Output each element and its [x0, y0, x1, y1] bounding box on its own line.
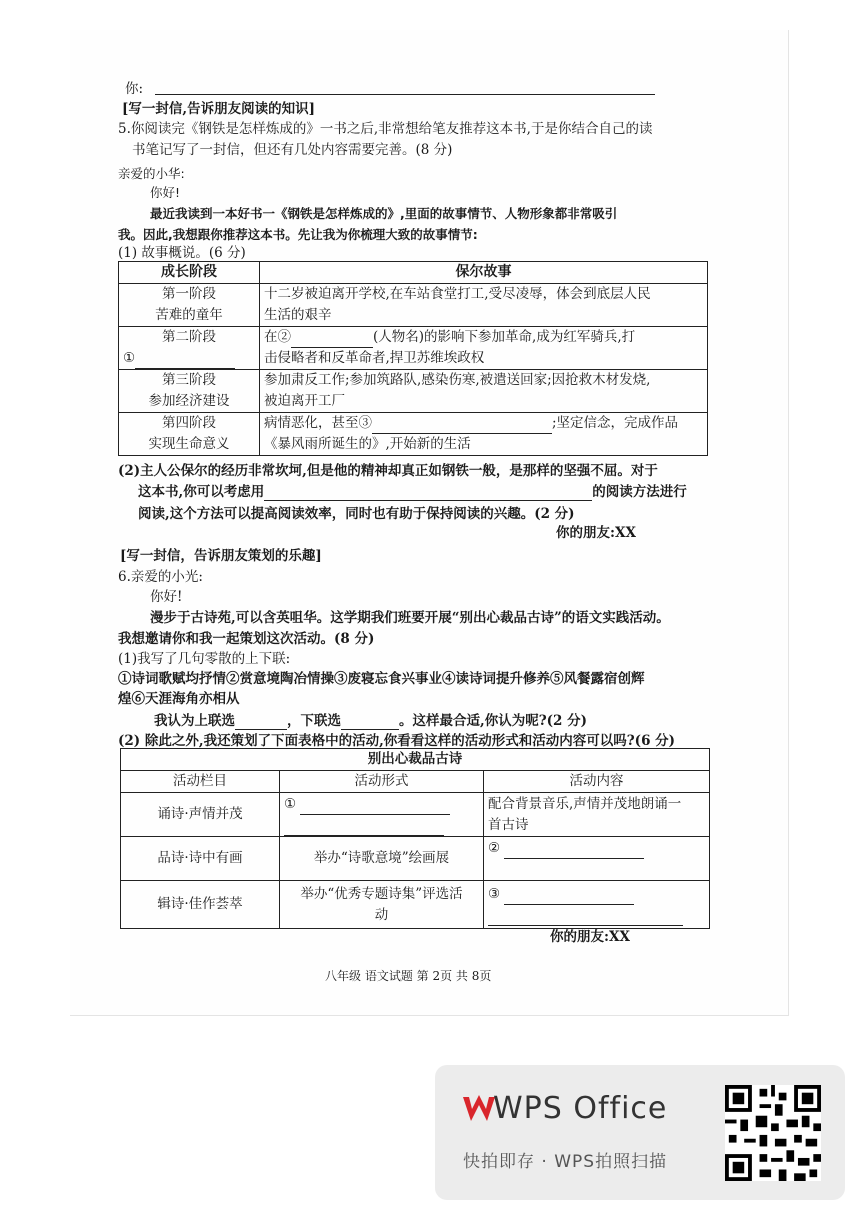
stage-label: 第一阶段 [162, 286, 216, 302]
q6-hello: 你好! [150, 589, 183, 605]
fill-in-blank[interactable] [488, 915, 683, 926]
activity-table-title: 别出心裁品古诗 [121, 749, 710, 771]
stage-label: 第三阶段 [162, 372, 216, 388]
blank-marker: ① [123, 350, 136, 366]
stage-title: 参加经济建设 [148, 393, 230, 409]
fill-in-blank[interactable] [291, 333, 373, 348]
table-row [119, 327, 708, 370]
table1-header-stage: 成长阶段 [119, 262, 260, 284]
story-text: 击侵略者和反革命者,捍卫苏维埃政权 [264, 350, 485, 366]
activity-form: 动 [374, 906, 389, 923]
letter-intro-2: 我。因此,我想跟你推荐这本书。先让我为你梳理大致的故事情节: [118, 227, 478, 242]
activity-table [120, 748, 710, 929]
story-text: 十二岁被迫离开学校,在车站食堂打工,受尽凌辱，体会到底层人民 [264, 286, 651, 302]
activity-form: 举办“优秀专题诗集”评选活 [300, 885, 463, 902]
table-row [121, 837, 710, 881]
stage-title: 实现生命意义 [148, 436, 230, 452]
q5-text-1: 5.你阅读完《钢铁是怎样炼成的》一书之后,非常想给笔友推荐这本书,于是你结合自己的读 [118, 121, 653, 137]
q6-intro-2: 我想邀请你和我一起策划这次活动。(8 分) [118, 631, 375, 647]
story-text: (人物名)的影响下参加革命,成为红军骑兵,打 [373, 329, 636, 345]
table-row [119, 413, 708, 456]
stage-label: 第二阶段 [162, 329, 216, 345]
blank-marker: ② [488, 839, 501, 856]
activity-column: 品诗·诗中有画 [121, 837, 280, 881]
couplet-items-1: ①诗词歌赋均抒情②赏意境陶冶情操③废寝忘食兴事业④读诗词提升修养⑤风餐露宿创辉 [118, 671, 645, 687]
table-row [121, 793, 710, 837]
couplet-answer: 我认为上联选 ，下联选 。这样最合适,你认为呢?(2 分) [154, 713, 587, 729]
table-row [121, 881, 710, 929]
story-text: 病情恶化，甚至③ [264, 415, 372, 431]
activity-content: 配合背景音乐,声情并茂地朗诵一 [488, 795, 682, 812]
activity-form: 举办“诗歌意境”绘画展 [280, 837, 484, 881]
sub-question-2: (2)主人公保尔的经历非常坎坷,但是他的精神却真正如钢铁一般，是那样的坚强不屈。对于 [118, 463, 658, 479]
wps-brand: WPS Office [493, 1091, 668, 1126]
table-row [119, 284, 708, 327]
wps-tagline: 快拍即存 · WPS拍照扫描 [463, 1152, 668, 1172]
letter-greeting: 亲爱的小华: [118, 166, 185, 181]
activity-column: 辑诗·佳作荟萃 [121, 881, 280, 929]
table1-header-story: 保尔故事 [260, 262, 708, 284]
q6-intro-1: 漫步于古诗苑,可以含英咀华。这学期我们班要开展“别出心裁品古诗”的语文实践活动。 [150, 610, 670, 626]
fill-in-blank[interactable] [264, 485, 592, 501]
couplet-items-2: 煌⑥天涯海角亦相从 [118, 691, 240, 707]
activity-content: 首古诗 [488, 816, 529, 833]
qr-code-icon [725, 1085, 821, 1181]
scanned-page [70, 30, 789, 1016]
table2-header-col: 活动栏目 [121, 771, 280, 793]
table2-header-form: 活动形式 [280, 771, 484, 793]
fill-in-blank[interactable] [300, 800, 450, 815]
fill-in-blank[interactable] [235, 714, 287, 730]
fill-in-blank[interactable] [504, 890, 634, 905]
story-text: 参加肃反工作;参加筑路队,感染伤寒,被遣送回家;因抢救木材发烧, [264, 372, 651, 388]
stage-title: 苦难的童年 [155, 307, 223, 323]
q6-sub-question-2: (2) 除此之外,我还策划了下面表格中的活动,你看看这样的活动形式和活动内容可以吗?(6 分) [118, 733, 676, 749]
blank-marker: ③ [488, 885, 501, 902]
story-text: 被迫离开工厂 [264, 393, 345, 409]
wps-w-logo-icon [461, 1093, 497, 1125]
fill-in-blank[interactable] [284, 825, 444, 836]
q6-greeting: 6.亲爱的小光: [118, 569, 203, 585]
story-text: 生活的艰辛 [264, 307, 332, 323]
letter-intro-1: 最近我读到一本好书一《钢铁是怎样炼成的》,里面的故事情节、人物形象都非常吸引 [150, 206, 618, 221]
page-footer: 八年级 语文试题 第 2页 共 8页 [325, 969, 492, 983]
section-header-1: [写一封信,告诉朋友阅读的知识] [122, 101, 315, 117]
top-label: 你: [125, 81, 144, 97]
table-row [119, 370, 708, 413]
sub-question-1: (1) 故事概说。(6 分) [118, 245, 246, 261]
story-table [118, 261, 708, 456]
blank-marker: ① [284, 795, 297, 812]
fill-in-blank[interactable] [341, 714, 399, 730]
q6-sub-question-1: (1)我写了几句零散的上下联: [118, 651, 291, 667]
letter-hello: 你好! [150, 185, 181, 200]
story-text: 《暴风雨所诞生的》,开始新的生活 [264, 436, 471, 452]
answer-line [155, 94, 655, 95]
activity-column: 诵诗·声情并茂 [121, 793, 280, 837]
sub-question-2-line2: 这本书,你可以考虑用 的阅读方法进行 [138, 484, 687, 500]
story-text: ;坚定信念，完成作品 [552, 415, 679, 431]
fill-in-blank[interactable] [135, 354, 235, 369]
section-header-2: [写一封信，告诉朋友策划的乐趣] [120, 548, 322, 564]
story-text: 在② [264, 329, 291, 345]
fill-in-blank[interactable] [504, 844, 644, 859]
table2-header-content: 活动内容 [484, 771, 710, 793]
stage-label: 第四阶段 [162, 415, 216, 431]
sub-question-2-line3: 阅读,这个方法可以提高阅读效率，同时也有助于保持阅读的兴趣。(2 分) [138, 506, 575, 522]
q5-text-2: 书笔记写了一封信，但还有几处内容需要完善。(8 分) [132, 142, 453, 158]
fill-in-blank[interactable] [372, 419, 552, 434]
wps-watermark [435, 1065, 845, 1200]
signature-1: 你的朋友:XX [556, 525, 636, 541]
signature-2: 你的朋友:XX [550, 929, 630, 945]
